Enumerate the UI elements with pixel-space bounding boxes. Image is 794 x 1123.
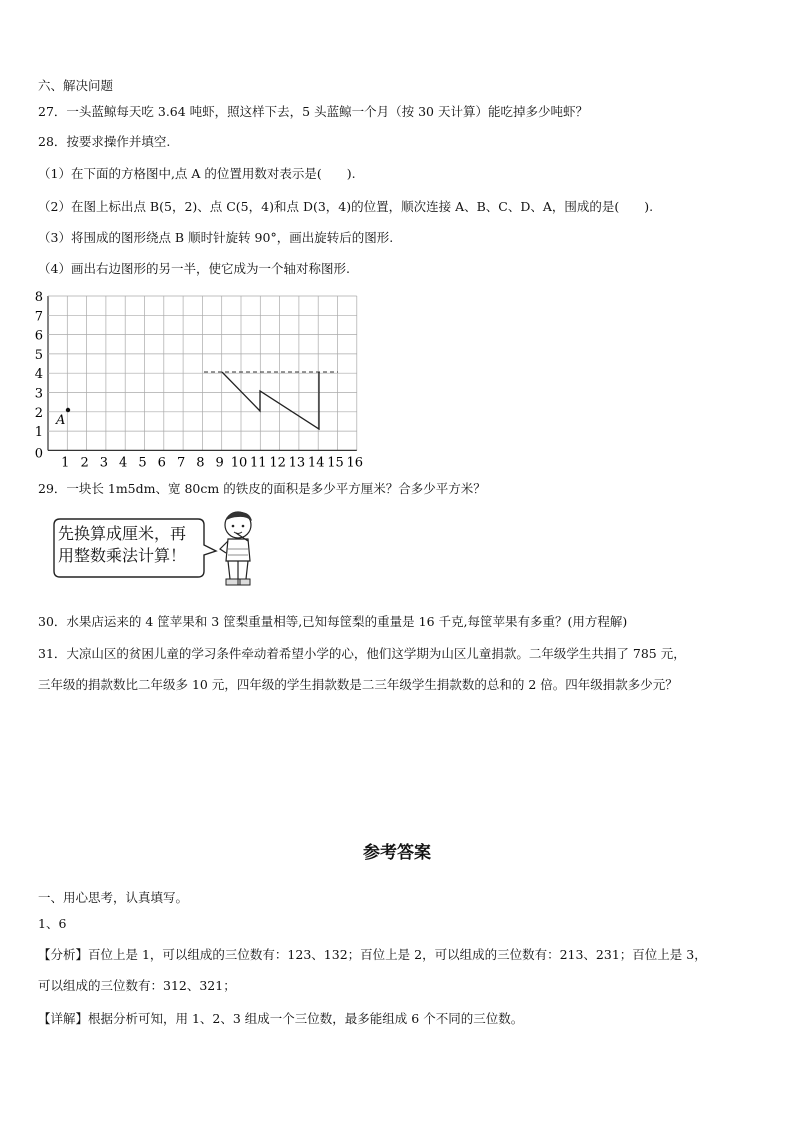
x-tick-label: 6 — [157, 455, 166, 468]
bubble-line-2: 用整数乘法计算！ — [58, 546, 187, 565]
x-tick-label: 15 — [327, 455, 344, 468]
x-tick-label: 7 — [176, 455, 186, 468]
answer-1-detail: 【详解】根据分析可知，用 1、2、3 组成一个三位数，最多能组成 6 个不同的三位数。 — [38, 1011, 524, 1026]
point-a — [66, 408, 70, 412]
y-tick-label: 2 — [34, 405, 43, 421]
question-28-part-1: （1）在下面的方格图中,点 A 的位置用数对表示是( ). — [38, 166, 356, 181]
x-tick-label: 5 — [138, 455, 147, 468]
question-27: 27．一头蓝鲸每天吃 3.64 吨虾，照这样下去，5 头蓝鲸一个月（按 30 天计算）能吃掉多少吨虾？ — [38, 104, 588, 119]
answer-section-1: 一、用心思考，认真填写。 — [38, 890, 189, 905]
x-tick-label: 16 — [346, 455, 364, 468]
y-tick-label: 3 — [34, 386, 43, 402]
x-tick-label: 2 — [80, 455, 89, 468]
question-31-line-1: 31．大凉山区的贫困儿童的学习条件牵动着希望小学的心，他们这学期为山区儿童捐款。二年级学生共捐了 785 元， — [38, 646, 686, 661]
question-31-line-2: 三年级的捐款数比二年级多 10 元，四年级的学生捐款数是二三年级学生捐款数的总和的 2 倍。四年级捐款多少元？ — [38, 677, 678, 692]
x-tick-label: 4 — [119, 455, 128, 468]
y-tick-label: 1 — [34, 425, 43, 441]
question-28-part-4: （4）画出右边图形的另一半，使它成为一个轴对称图形. — [38, 261, 350, 276]
y-tick-label: 4 — [34, 367, 43, 383]
x-tick-label: 9 — [215, 455, 224, 468]
x-tick-label: 11 — [250, 455, 267, 468]
x-tick-label: 12 — [269, 455, 286, 468]
y-axis-labels — [35, 290, 43, 461]
x-tick-label: 8 — [196, 455, 205, 468]
y-tick-label: 8 — [34, 290, 43, 305]
section-heading-6: 六、解决问题 — [38, 78, 114, 93]
x-tick-label: 10 — [230, 455, 248, 468]
x-tick-label: 1 — [61, 455, 70, 468]
hint-bubble — [48, 515, 268, 598]
question-28: 28．按要求操作并填空. — [38, 134, 171, 149]
y-tick-label: 6 — [34, 328, 43, 344]
x-axis-labels — [61, 455, 363, 468]
point-a-label: A — [56, 413, 66, 428]
x-tick-label: 3 — [99, 455, 109, 468]
y-tick-label: 0 — [34, 446, 43, 462]
grid-lines — [48, 296, 357, 450]
question-28-part-2: （2）在图上标出点 B(5，2)、点 C(5，4)和点 D(3，4)的位置，顺次连接 A、B、C、D、A，围成的是( ). — [38, 199, 654, 214]
question-28-part-3: （3）将围成的图形绕点 B 顺时针旋转 90°，画出旋转后的图形. — [38, 230, 394, 245]
question-29: 29．一块长 1m5dm、宽 80cm 的铁皮的面积是多少平方厘米？合多少平方米？ — [38, 481, 486, 496]
question-30: 30．水果店运来的 4 筐苹果和 3 筐梨重量相等,已知每筐梨的重量是 16 千克,每筐苹果有多重？(用方程解) — [38, 614, 628, 629]
answer-title: 参考答案 — [363, 843, 431, 863]
answer-1-analysis-line-2: 可以组成的三位数有：312、321； — [38, 978, 236, 993]
answer-1-analysis-line-1: 【分析】百位上是 1，可以组成的三位数有：123、132；百位上是 2，可以组成的三位数有：213、231；百位上是 3， — [38, 947, 707, 962]
y-tick-label: 7 — [34, 309, 43, 325]
student-icon — [216, 509, 264, 595]
y-tick-label: 5 — [34, 347, 43, 363]
half-figure — [222, 372, 319, 429]
answer-1: 1、6 — [38, 916, 67, 931]
x-tick-label: 13 — [288, 455, 306, 468]
coordinate-grid — [30, 286, 380, 468]
x-tick-label: 14 — [307, 455, 325, 468]
bubble-line-1: 先换算成厘米，再 — [58, 524, 187, 543]
